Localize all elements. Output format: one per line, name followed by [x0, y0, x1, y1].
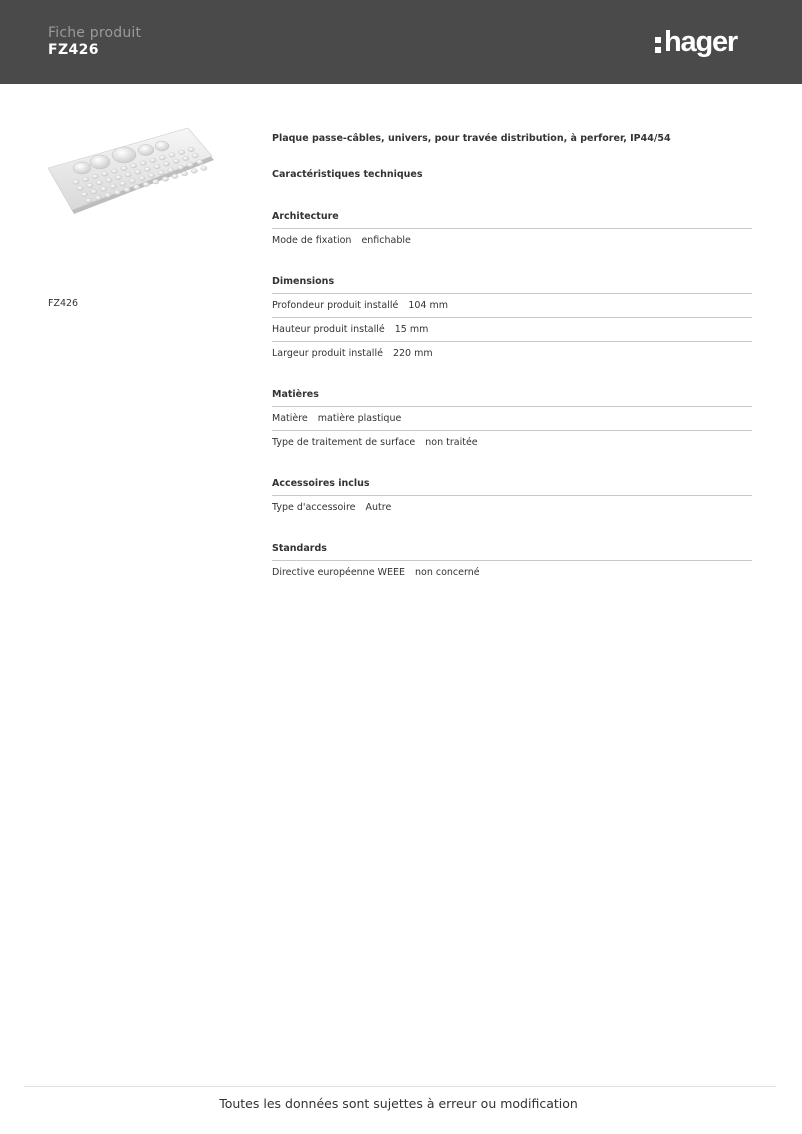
large-hole-icon	[90, 155, 110, 169]
product-code-label: FZ426	[48, 298, 79, 309]
small-hole-icon	[114, 190, 120, 195]
section-title: Architecture	[272, 211, 752, 229]
large-hole-icon	[112, 147, 136, 163]
small-hole-icon	[163, 162, 169, 167]
small-hole-icon	[150, 158, 156, 163]
spec-value: Autre	[365, 502, 392, 513]
small-hole-icon	[143, 182, 149, 187]
small-hole-icon	[77, 186, 83, 191]
small-hole-icon	[106, 178, 112, 183]
spec-label: Profondeur produit installé	[272, 300, 399, 311]
spec-rows	[272, 561, 752, 584]
small-hole-icon	[196, 160, 202, 165]
spec-row	[272, 561, 752, 584]
small-hole-icon	[139, 176, 145, 181]
spec-value: non concerné	[414, 567, 480, 578]
small-hole-icon	[140, 161, 146, 166]
page-header	[0, 0, 802, 84]
spec-value: matière plastique	[317, 413, 402, 424]
spec-label: Type d'accessoire	[272, 502, 356, 513]
small-hole-icon	[121, 166, 127, 171]
small-hole-icon	[129, 179, 135, 184]
small-hole-icon	[95, 196, 101, 201]
small-hole-icon	[169, 153, 175, 158]
section-title: Matières	[272, 389, 752, 407]
small-hole-icon	[148, 173, 154, 178]
small-hole-icon	[154, 164, 160, 169]
spec-row	[272, 431, 752, 454]
large-hole-icon	[138, 145, 154, 156]
small-hole-icon	[191, 169, 197, 174]
spec-row	[272, 407, 752, 431]
small-hole-icon	[177, 165, 183, 170]
product-title: Plaque passe-câbles, univers, pour travée distribution, à perforer, IP44/54	[272, 133, 671, 144]
small-hole-icon	[173, 159, 179, 164]
spec-value: enfichable	[361, 235, 411, 246]
small-hole-icon	[96, 181, 102, 186]
small-hole-icon	[162, 177, 168, 182]
small-hole-icon	[105, 193, 111, 198]
spec-value: 15 mm	[394, 324, 429, 335]
spec-row	[272, 318, 752, 342]
small-hole-icon	[133, 185, 139, 190]
small-hole-icon	[192, 154, 198, 159]
spec-section	[272, 211, 752, 252]
small-hole-icon	[81, 192, 87, 197]
spec-label: Matière	[272, 413, 308, 424]
small-hole-icon	[102, 172, 108, 177]
section-title: Standards	[272, 543, 752, 561]
small-hole-icon	[124, 188, 130, 193]
small-hole-icon	[125, 172, 131, 177]
small-hole-icon	[144, 167, 150, 172]
small-hole-icon	[183, 156, 189, 161]
spec-row	[272, 342, 752, 365]
footer-disclaimer: Toutes les données sont sujettes à erreur ou modification	[219, 1096, 578, 1111]
small-hole-icon	[153, 179, 159, 184]
spec-rows	[272, 294, 752, 365]
small-hole-icon	[158, 171, 164, 176]
small-hole-icon	[73, 180, 79, 185]
spec-label: Largeur produit installé	[272, 348, 383, 359]
spec-value: 220 mm	[392, 348, 433, 359]
spec-section	[272, 478, 752, 519]
section-title: Accessoires inclus	[272, 478, 752, 496]
header-label: Fiche produit	[48, 25, 142, 41]
footer-divider	[24, 1086, 776, 1087]
small-hole-icon	[172, 174, 178, 179]
spec-section	[272, 389, 752, 454]
large-hole-icon	[73, 162, 91, 174]
small-hole-icon	[115, 175, 121, 180]
small-hole-icon	[188, 147, 194, 152]
product-details	[272, 133, 752, 584]
spec-rows	[272, 407, 752, 454]
spec-label: Mode de fixation	[272, 235, 352, 246]
small-hole-icon	[85, 198, 91, 203]
logo-wordmark: hager	[664, 26, 737, 58]
spec-row	[272, 496, 752, 519]
small-hole-icon	[91, 189, 97, 194]
small-hole-icon	[100, 187, 106, 192]
spec-rows	[272, 229, 752, 252]
cable-gland-plate-image	[44, 124, 220, 220]
small-hole-icon	[110, 184, 116, 189]
small-hole-icon	[178, 150, 184, 155]
hager-logo	[655, 24, 755, 60]
small-hole-icon	[130, 164, 136, 169]
small-hole-icon	[168, 168, 174, 173]
small-hole-icon	[135, 170, 141, 175]
spec-label: Type de traitement de surface	[272, 437, 416, 448]
spec-row	[272, 229, 752, 252]
small-hole-icon	[111, 169, 117, 174]
spec-value: non traitée	[425, 437, 478, 448]
small-hole-icon	[201, 166, 207, 171]
spec-row	[272, 294, 752, 318]
section-title: Dimensions	[272, 276, 752, 294]
spec-rows	[272, 496, 752, 519]
spec-section	[272, 543, 752, 584]
large-hole-icon	[155, 141, 169, 151]
small-hole-icon	[187, 162, 193, 167]
spec-sections	[272, 211, 752, 584]
spec-section	[272, 276, 752, 365]
small-hole-icon	[87, 183, 93, 188]
small-hole-icon	[82, 177, 88, 182]
logo-colon-icon	[655, 37, 661, 53]
small-hole-icon	[181, 171, 187, 176]
header-product-code: FZ426	[48, 42, 99, 58]
spec-label: Hauteur produit installé	[272, 324, 385, 335]
small-hole-icon	[159, 155, 165, 160]
spec-value: 104 mm	[408, 300, 448, 311]
spec-label: Directive européenne WEEE	[272, 567, 405, 578]
small-hole-icon	[120, 181, 126, 186]
small-hole-icon	[92, 174, 98, 179]
tech-specs-heading: Caractéristiques techniques	[272, 169, 423, 180]
